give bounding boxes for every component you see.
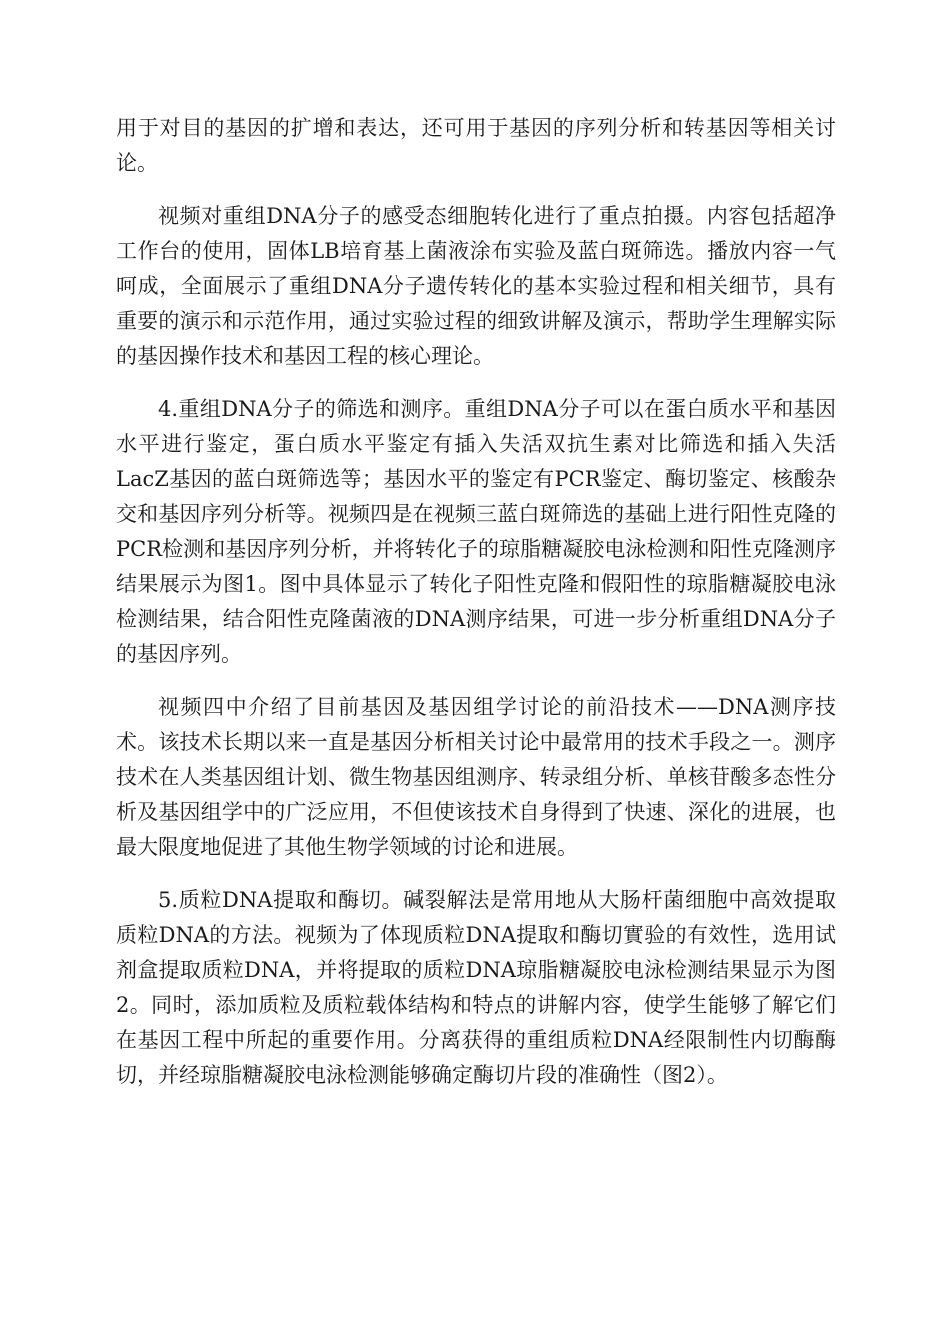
paragraph-dna-sequencing-tech: 视频四中介绍了目前基因及基因组学讨论的前沿技术——DNA测序技术。该技术长期以来一直是基因分析相关讨论中最常用的技术手段之一。测序技术在人类基因组计划、微生物基因组测序、转录组分析、单核苷酸多态性分析及基因组学中的广泛应用，不但使该技术自身得到了快速、深化的进展，也最大限度地促进了其他生物学领域的讨论和进展。 <box>116 695 836 859</box>
paragraph-screening-sequencing: 4.重组DNA分子的筛选和测序。重组DNA分子可以在蛋白质水平和基因水平进行鉴定，蛋白质水平鉴定有插入失活双抗生素对比筛选和插入失活LacZ基因的蓝白斑筛选等；基因水平的鉴定有PCR鉴定、酶切鉴定、核酸杂交和基因序列分析等。视频四是在视频三蓝白斑筛选的基础上进行阳性克隆的PCR检测和基因序列分析，并将转化子的琼脂糖凝胶电泳检测和阳性克隆测序结果展示为图1。图中具体显示了转化子阳性克隆和假阳性的琼脂糖凝胶电泳检测结果，结合阳性克隆菌液的DNA测序结果，可进一步分析重组DNA分子的基因序列。 <box>116 397 836 666</box>
paragraph-plasmid-extraction: 5.质粒DNA提取和酶切。碱裂解法是常用地从大肠杆菌细胞中高效提取质粒DNA的方法。视频为了体现质粒DNA提取和酶切實验的有效性，选用试剂盒提取质粒DNA，并将提取的质粒DNA琼脂糖凝胶电泳检测结果显示为图2。同时，添加质粒及质粒载体结构和特点的讲解内容，使学生能够了解它们在基因工程中所起的重要作用。分离获得的重组质粒DNA经限制性内切酶酶切，并经琼脂糖凝胶电泳检测能够确定酶切片段的准确性（图2）。 <box>116 888 836 1087</box>
document-body <box>116 111 836 1111</box>
paragraph-video-transformation: 视频对重组DNA分子的感受态细胞转化进行了重点拍摄。内容包括超净工作台的使用，固体LB培育基上菌液涂布实验及蓝白斑筛选。播放内容一气呵成，全面展示了重组DNA分子遗传转化的基本实验过程和相关细节，具有重要的演示和示范作用，通过实验过程的细致讲解及演示，帮助学生理解实际的基因操作技术和基因工程的核心理论。 <box>116 204 836 368</box>
paragraph-continuation: 用于对目的基因的扩增和表达，还可用于基因的序列分析和转基因等相关讨论。 <box>116 116 836 175</box>
